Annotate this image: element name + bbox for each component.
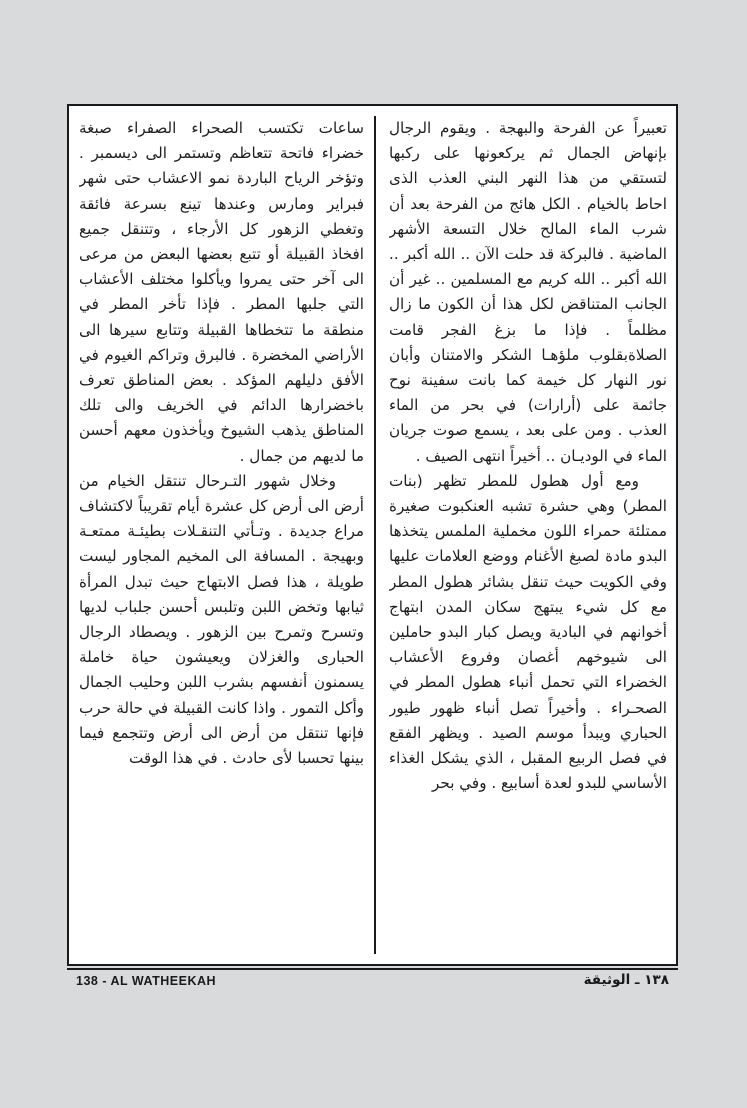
footer-rule <box>67 968 678 970</box>
column-divider <box>374 116 376 954</box>
paragraph: ومع أول هطول للمطر تظهر (بنات المطر) وهي حشرة تشبه العنكبوت صغيرة ممتلئة حمراء اللون مخملية الملمس يتخذها البدو مادة لصبغ الأغنام ووضع العلامات عليها وفي الكويت حيث تنقل بشائر هطول المطر مع كل شيء يبتهج سكان المدن ابتهاج أخوانهم في البادية ويصل كبار البدو حاملين الى شيوخهم أغصان وفروع الأعشاب الخضراء التي تحمل أنباء هطول المطر في الصحـراء . وأخيراً تصل أنباء ظهور طيور الحباري ويبدأ موسم الصيد . ويظهر الفقع في فصل الربيع المقبل ، الذي يشكل الغذاء الأساسي للبدو لعدة أسابيع . وفي بحر <box>389 471 667 793</box>
paragraph: تعبيراً عن الفرحة والبهجة . ويقوم الرجال بإنهاض الجمال ثم يركعونها على ركبها لتستقي من هذا النهر البني العذب الذى احاط بالخيام . الكل هائج من الفرحة بعد أن شرب الماء المالح خلال التسعة الأشهر الماضية . فالبركة قد حلت الآن .. الله أكبر .. الله أكبر .. الله كريم مع المسلمين .. غير أن الجانب المتناقض لكل هذا أن الكون ما زال مظلماً . فإذا ما بزغ الفجر قامت الصلاةبقلوب ملؤهـا الشكر والامتنان وأبان نور النهار كل خيمة كما بانت سفينة نوح جاثمة على (أرارات) في بحر من الماء العذب . ومن على بعد ، يسمع صوت جريان الماء في الوديـان .. أخيراً انتهى الصيف . <box>389 119 667 465</box>
footer-page-number-arabic: ١٣٨ ـ الوثيقة <box>583 972 669 988</box>
article-frame <box>67 104 678 966</box>
text-column-left <box>79 116 364 956</box>
paragraph: ساعات تكتسب الصحراء الصفراء صبغة خضراء فاتحة تتعاظم وتستمر الى ديسمبر . وتؤخر الرياح الباردة نمو الاعشاب حتى شهر فبراير ومارس وعندها تينع بسرعة فائقة وتغطي الزهور كل الأرجاء ، وتتنقل جميع افخاذ القبيلة أو تتبع بعضها البعض من مرعى الى آخر حتى يمروا ويأكلوا مختلف الأعشاب التي جلبها المطر . فإذا تأخر المطر في منطقة ما تتخطاها القبيلة وتتابع سيرها الى الأراضي المخضرة . فالبرق وتراكم الغيوم في الأفق دليلهم المؤكد . بعض المناطق تعرف باخضرارها الدائم في الخريف والى تلك المناطق يذهب الشيوخ ويأخذون معهم أحسن ما لديهم من جمال . <box>79 119 364 465</box>
footer-page-number-latin: 138 - AL WATHEEKAH <box>76 974 217 988</box>
text-column-right <box>389 116 667 956</box>
paragraph: وخلال شهور التـرحال تنتقل الخيام من أرض الى أرض كل عشرة أيام تقريباً لاكتشاف مراع جديدة . وتـأتي التنقـلات بطيئـة ممتعـة وبهيجة . المسافة الى المخيم المجاور ليست طويلة ، هذا فصل الابتهاج حيث تبدل المرأة ثيابها وتخض اللبن وتلبس أحسن جلباب لديها وتسرح وتمرح بين الزهور . ويصطاد الرجال الحبارى والغزلان ويعيشون حياة خاملة يسمنون أنفسهم بشرب اللبن وحليب الجمال وأكل التمور . واذا كانت القبيلة في حالة حرب فإنها تنتقل من أرض الى أرض وتتجمع فيما بينها تحسبا لأى حادث . في هذا الوقت <box>79 471 364 768</box>
